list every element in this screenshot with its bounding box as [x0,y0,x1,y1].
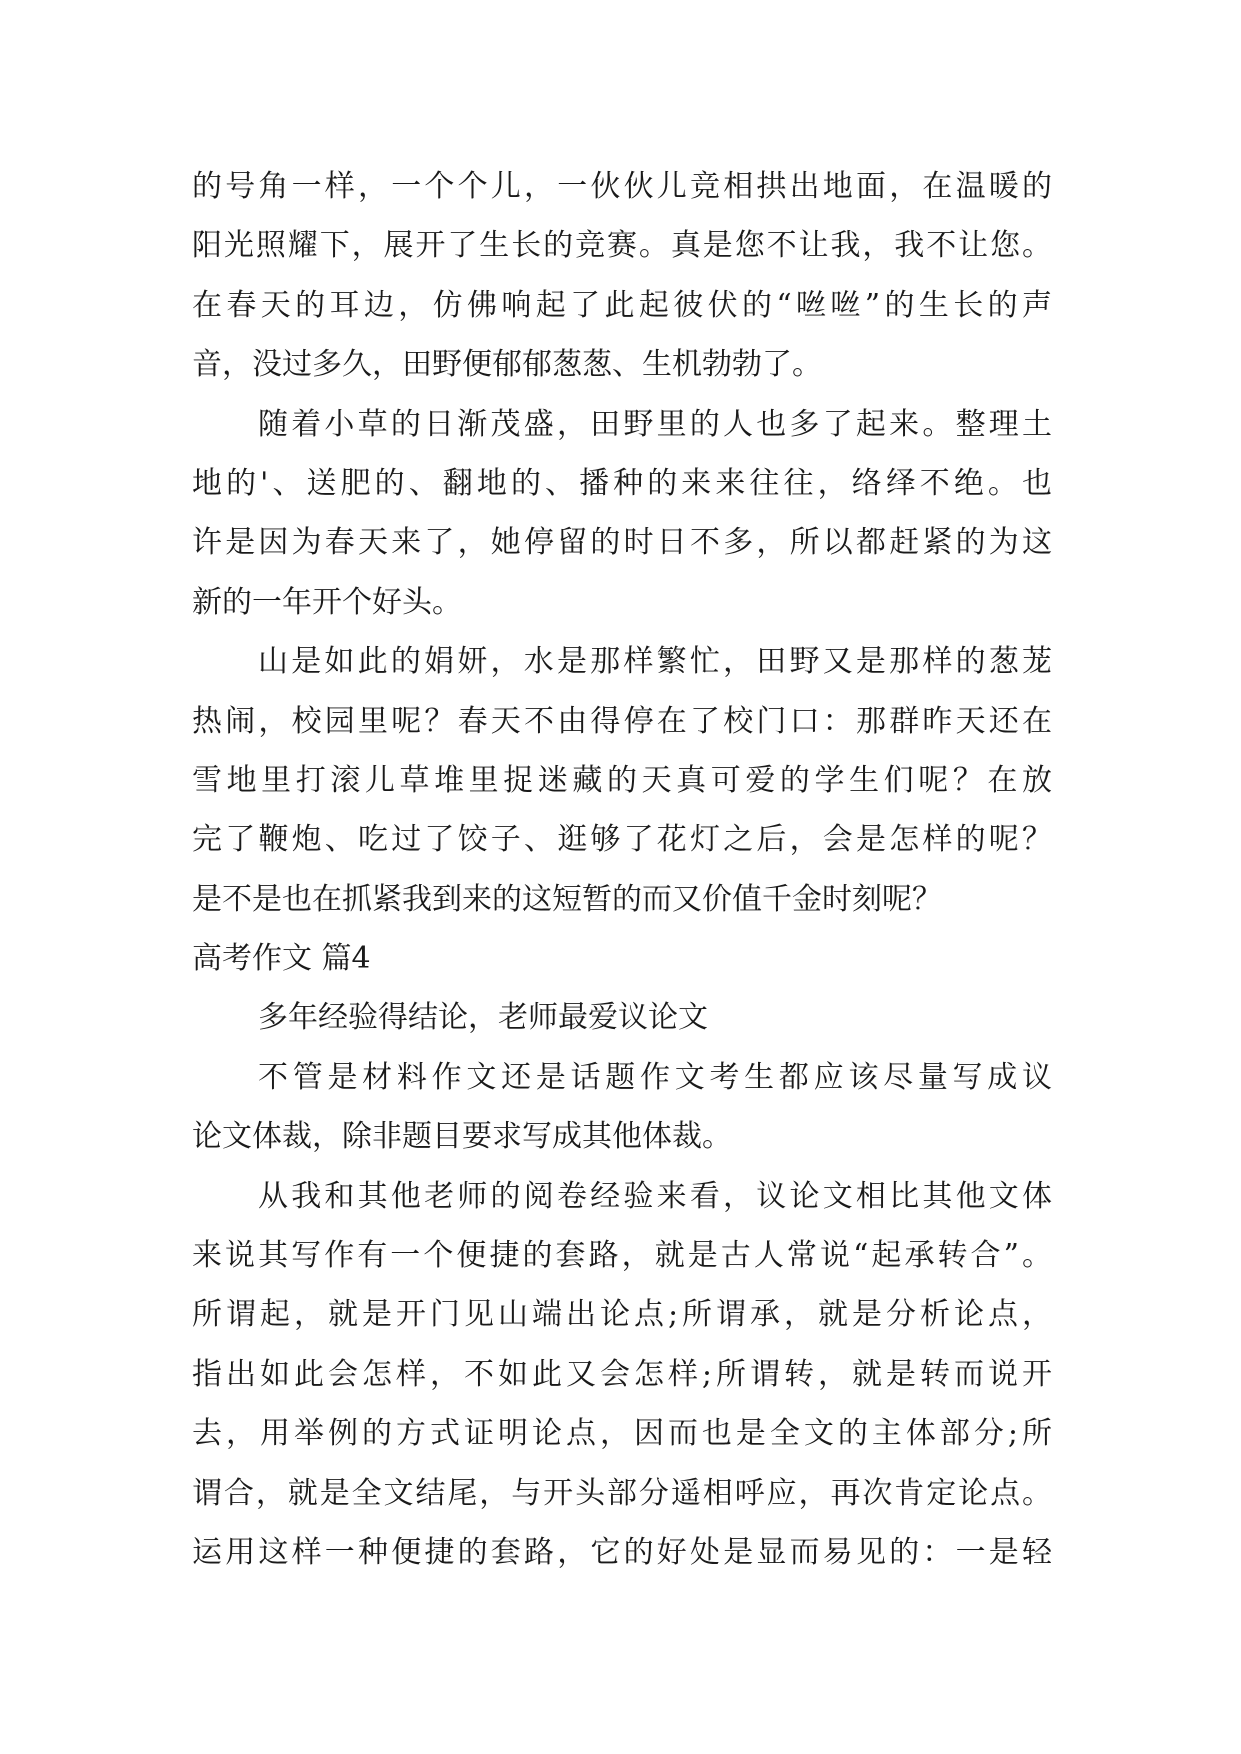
paragraph-6-line-3: 所谓起，就是开门见山端出论点;所谓承，就是分析论点， [192,1297,1052,1333]
section-heading: 高考作文 篇4 [192,941,371,977]
paragraph-6-line-2: 来说其写作有一个便捷的套路，就是古人常说“起承转合”。 [192,1238,1052,1274]
paragraph-6-line-4: 指出如此会怎样，不如此又会怎样;所谓转，就是转而说开 [192,1356,1052,1392]
paragraph-6-line-1: 从我和其他老师的阅卷经验来看，议论文相比其他文体 [258,1178,1052,1214]
paragraph-6-line-6: 谓合，就是全文结尾，与开头部分遥相呼应，再次肯定论点。 [192,1475,1052,1511]
paragraph-1-line-4: 音，没过多久，田野便郁郁葱葱、生机勃勃了。 [192,347,822,383]
paragraph-1-line-3: 在春天的耳边，仿佛响起了此起彼伏的“咝咝”的生长的声 [192,287,1052,323]
document-body [192,157,1092,1582]
paragraph-1-line-2: 阳光照耀下，展开了生长的竞赛。真是您不让我，我不让您。 [192,228,1052,264]
paragraph-5-line-1: 不管是材料作文还是话题作文考生都应该尽量写成议 [258,1059,1052,1095]
paragraph-6-line-7: 运用这样一种便捷的套路，它的好处是显而易见的：一是轻 [192,1534,1052,1570]
paragraph-6-line-5: 去，用举例的方式证明论点，因而也是全文的主体部分;所 [192,1416,1052,1452]
paragraph-2-line-3: 许是因为春天来了，她停留的时日不多，所以都赶紧的为这 [192,525,1052,561]
paragraph-3-line-4: 完了鞭炮、吃过了饺子、逛够了花灯之后，会是怎样的呢？ [192,822,1052,858]
paragraph-2-line-2: 地的'、送肥的、翻地的、播种的来来往往，络绎不绝。也 [192,465,1052,501]
paragraph-3-line-1: 山是如此的娟妍，水是那样繁忙，田野又是那样的葱茏 [258,644,1052,680]
paragraph-3-line-3: 雪地里打滚儿草堆里捉迷藏的天真可爱的学生们呢？在放 [192,762,1052,798]
paragraph-4-line-1: 多年经验得结论，老师最爱议论文 [258,1000,708,1036]
paragraph-1-line-1: 的号角一样，一个个儿，一伙伙儿竞相拱出地面，在温暖的 [192,169,1052,204]
paragraph-2-line-4: 新的一年开个好头。 [192,584,462,620]
paragraph-3-line-2: 热闹，校园里呢？春天不由得停在了校门口：那群昨天还在 [192,703,1052,739]
paragraph-3-line-5: 是不是也在抓紧我到来的这短暂的而又价值千金时刻呢？ [192,881,942,917]
paragraph-5-line-2: 论文体裁，除非题目要求写成其他体裁。 [192,1119,732,1155]
paragraph-2-line-1: 随着小草的日渐茂盛，田野里的人也多了起来。整理土 [258,406,1052,442]
